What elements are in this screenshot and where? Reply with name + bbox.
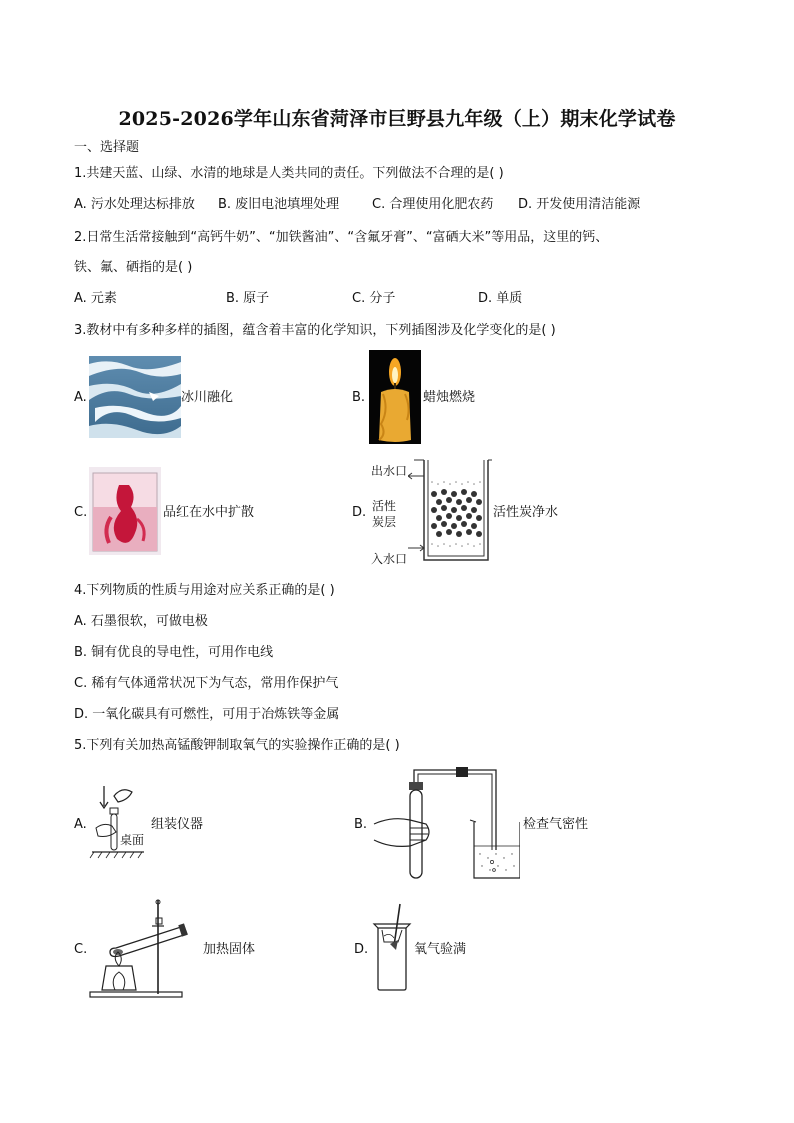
airtightness-check-diagram [370,762,520,884]
q2-stem-line1: 2.日常生活常接触到“高钙牛奶”、“加铁酱油”、“含氟牙膏”、“富硒大米”等用品，这里的钙、 [74,230,609,245]
q3-option-a-letter: A. [74,390,87,405]
q5-stem: 5.下列有关加热高锰酸钾制取氧气的实验操作正确的是( ) [74,738,400,753]
page-title: 2025-2026学年山东省菏泽市巨野县九年级（上）期末化学试卷 [118,108,676,130]
carbon-filter-diagram [408,456,492,566]
carbon-label-line2: 炭层 [372,515,397,529]
inlet-label: 入水口 [371,552,408,566]
q5-option-d-caption: 氧气验满 [414,942,467,957]
assemble-apparatus-diagram [88,782,148,862]
q5-option-a-caption: 组装仪器 [151,817,204,832]
candle-burning-image [369,350,421,444]
q2-option-b: B. 原子 [226,291,270,306]
q3-stem: 3.教材中有多种多样的插图，蕴含着丰富的化学知识，下列插图涉及化学变化的是( ) [74,323,556,338]
q5-option-d-letter: D. [354,942,369,957]
outlet-label: 出水口 [371,464,408,478]
q4-option-d: D. 一氧化碳具有可燃性，可用于冶炼铁等金属 [74,707,340,722]
q3-option-c-letter: C. [74,505,88,520]
q3-option-d-caption: 活性炭净水 [493,505,559,520]
desk-label: 桌面 [120,833,145,847]
glacier-melting-image [89,356,181,438]
q3-option-a-caption: 冰川融化 [181,390,234,405]
q4-option-a: A. 石墨很软，可做电极 [74,614,208,629]
q3-option-c-caption: 品红在水中扩散 [163,505,255,520]
q5-option-b-letter: B. [354,817,368,832]
oxygen-full-test-diagram [370,902,412,992]
q1-stem: 1.共建天蓝、山绿、水清的地球是人类共同的责任。下列做法不合理的是( ) [74,166,504,181]
q3-option-d-letter: D. [352,505,367,520]
heating-solid-diagram [88,894,192,1000]
q2-option-d: D. 单质 [478,291,523,306]
q1-option-c: C. 合理使用化肥农药 [372,197,494,212]
q2-option-c: C. 分子 [352,291,396,306]
q4-stem: 4.下列物质的性质与用途对应关系正确的是( ) [74,583,335,598]
q1-option-d: D. 开发使用清洁能源 [518,197,641,212]
q5-option-b-caption: 检查气密性 [523,817,589,832]
q2-option-a: A. 元素 [74,291,117,306]
carbon-label-line1: 活性 [372,499,397,513]
q5-option-c-letter: C. [74,942,88,957]
q1-option-b: B. 废旧电池填埋处理 [218,197,340,212]
q3-option-b-letter: B. [352,390,366,405]
red-dye-beaker-image [89,467,161,555]
q1-option-a: A. 污水处理达标排放 [74,197,195,212]
q5-option-c-caption: 加热固体 [203,942,256,957]
section-heading: 一、选择题 [74,140,140,155]
q2-stem-line2: 铁、氟、硒指的是( ) [74,260,193,275]
q4-option-c: C. 稀有气体通常状况下为气态，常用作保护气 [74,676,339,691]
q3-option-b-caption: 蜡烛燃烧 [423,390,476,405]
q4-option-b: B. 铜有优良的导电性，可用作电线 [74,645,274,660]
q5-option-a-letter: A. [74,817,87,832]
